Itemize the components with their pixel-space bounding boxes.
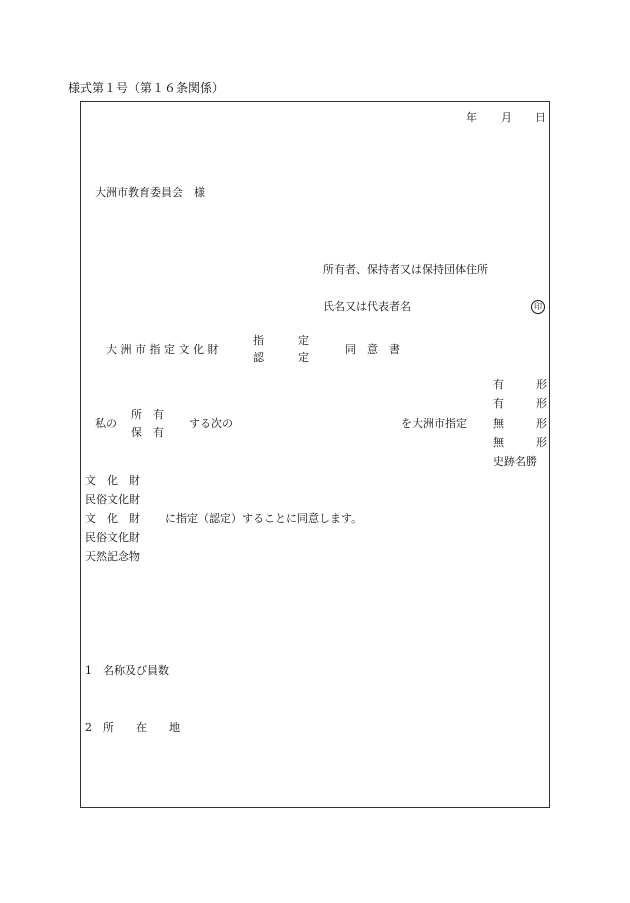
applicant-address-label: 所有者、保持者又は保持団体住所 [323,263,488,276]
item-2-label: 所 在 地 [103,721,180,734]
addressee: 大洲市教育委員会 様 [95,186,205,199]
form-frame [80,101,550,808]
item-1-number: 1 [85,664,92,677]
category-left-2: 民俗文化財 [85,493,140,506]
category-right-3-b: 形 [536,417,547,430]
category-right-4-a: 無 [493,436,504,449]
title-tail: 同 意 書 [345,343,400,356]
statement-mid: する次の [189,417,233,430]
category-right-last: 史跡名勝 [493,455,537,468]
title-verb-bottom-1: 認 [253,351,264,364]
category-left-1: 文 化 財 [85,474,140,487]
category-right-2-a: 有 [493,397,504,410]
title-verb-top-1: 指 [253,334,264,347]
consent-text: に指定（認定）することに同意します。 [165,512,363,525]
title-lead: 大 洲 市 指 定 文 化 財 [106,343,219,356]
category-left-4: 民俗文化財 [85,531,140,544]
category-right-1-a: 有 [493,378,504,391]
applicant-name-label: 氏名又は代表者名 [323,300,411,313]
category-left-3: 文 化 財 [85,512,140,525]
item-1-label: 名称及び員数 [103,664,169,677]
statement-own-top: 所 有 [131,408,164,421]
category-right-4-b: 形 [536,436,547,449]
category-right-3-a: 無 [493,417,504,430]
category-left-5: 天然記念物 [85,550,140,563]
statement-designate: を大洲市指定 [401,417,467,430]
category-right-2-b: 形 [536,397,547,410]
statement-subject: 私の [95,417,117,430]
category-right-1-b: 形 [536,378,547,391]
title-verb-bottom-2: 定 [298,351,309,364]
form-id: 様式第１号（第１６条関係） [68,81,225,95]
seal-mark: 印 [531,300,545,314]
title-verb-top-2: 定 [298,334,309,347]
date-day: 日 [535,111,546,124]
statement-own-bottom: 保 有 [131,426,164,439]
date-year: 年 [466,111,477,124]
item-2-number: 2 [85,721,92,734]
date-month: 月 [501,111,512,124]
